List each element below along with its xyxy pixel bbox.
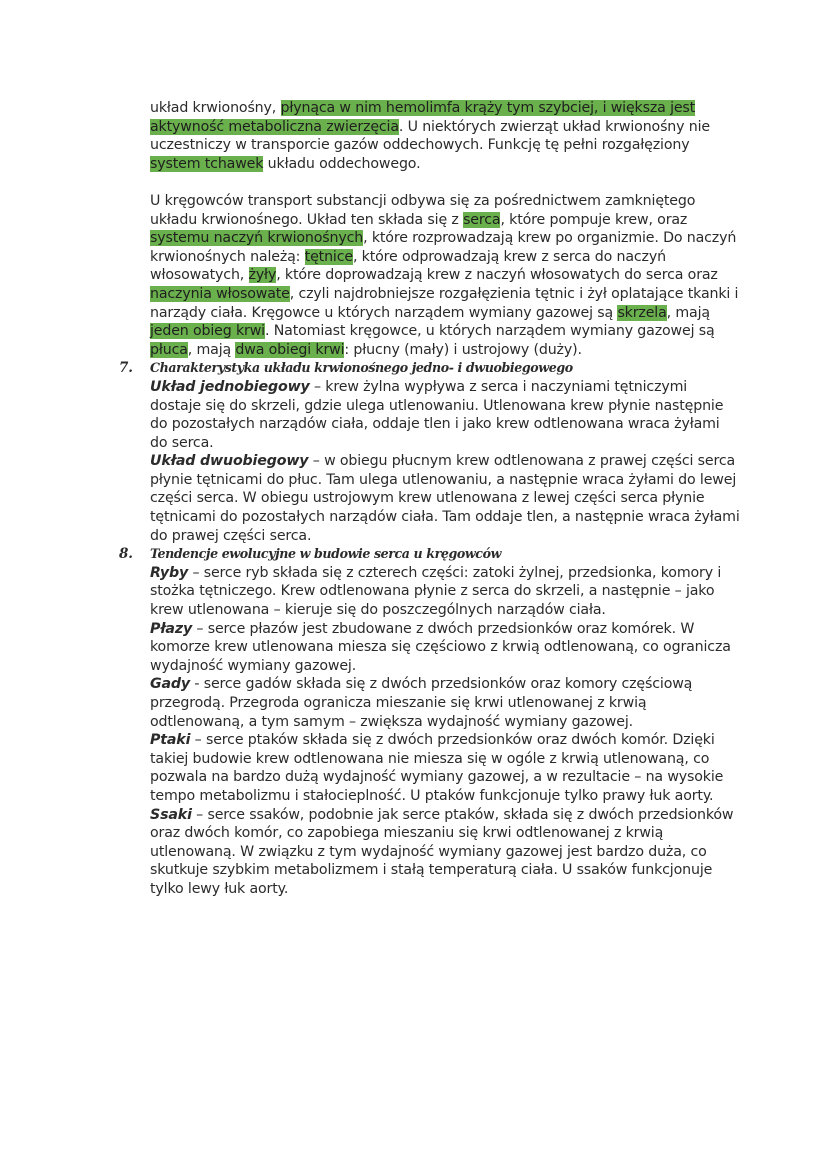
- text-run: U kręgowców transport substancji odbywa się za pośrednictwem zamkniętego układu krwionośnego. Układ ten składa się z: [150, 192, 696, 228]
- text-run: : płucny (mały) i ustrojowy (duży).: [344, 341, 582, 358]
- definition: – serce ptaków składa się z dwóch przedsionków oraz dwóch komór. Dzięki takiej budowie krew odtlenowana nie miesza się w ogóle z krwią utlenowaną, co pozwala na bardzo dużą wydajność wymiany gazowej, a w rezultacie – na wysokie tempo metabolizmu i stałocieplność. U ptaków funkcjonuje tylko prawy łuk aorty.: [150, 732, 724, 804]
- highlight: serca: [463, 211, 501, 228]
- term: Układ dwuobiegowy: [150, 453, 309, 470]
- highlight: żyły: [248, 267, 277, 284]
- heart-fish: [150, 564, 740, 620]
- section-7-heading: [119, 359, 740, 378]
- text-run: , które odprowadzają krew z serca do naczyń włosowatych,: [150, 248, 666, 284]
- section-8-heading: [119, 545, 740, 564]
- highlight: tętnice: [304, 248, 353, 265]
- highlight: systemu naczyń krwionośnych: [150, 230, 364, 247]
- section-number: 7.: [119, 360, 133, 377]
- heart-reptiles: [150, 675, 740, 731]
- definition: – krew żylna wypływa z serca i naczyniami tętniczymi dostaje się do skrzeli, gdzie ulega utlenowaniu. Utlenowana krew płynie następnie do pozostałych narządów ciała, oddaje tlen i jako krew odtlenowana wraca żyłami do serca.: [150, 378, 724, 451]
- term: Ssaki: [150, 806, 192, 823]
- highlight: dwa obiegi krwi: [235, 341, 345, 358]
- definition: - serce gadów składa się z dwóch przedsionków oraz komory częściową przegrodą. Przegroda ogranicza mieszanie się krwi utlenowanej z krwią odtlenowaną, a tym samym – zwiększa wydajność wymiany gazowej.: [150, 676, 693, 730]
- heart-mammals: [150, 806, 740, 899]
- paragraph-gap: [150, 173, 740, 192]
- text-run: układu oddechowego.: [263, 155, 421, 172]
- text-run: , czyli najdrobniejsze rozgałęzienia tętnic i żył oplatające tkanki i narządy ciała. Kręgowce u których narządem wymiany gazowej są: [150, 285, 739, 321]
- heart-birds: [150, 731, 740, 805]
- text-run: , mają: [666, 304, 710, 321]
- highlight: system tchawek: [150, 155, 264, 172]
- highlight: jeden obieg krwi: [150, 323, 265, 340]
- term: Gady: [150, 676, 191, 693]
- text-run: , mają: [187, 341, 236, 358]
- circulation-double: [150, 452, 740, 545]
- circulation-single: [150, 378, 740, 452]
- section-number: 8.: [119, 546, 133, 563]
- text-run: . Natomiast kręgowce, u których narządem wymiany gazowej są: [264, 323, 715, 340]
- text-run: , które pompuje krew, oraz: [500, 211, 688, 228]
- highlight: naczynia włosowate: [150, 285, 290, 302]
- highlight: płuca: [150, 341, 188, 358]
- document-body: [119, 99, 740, 899]
- term: Płazy: [150, 620, 193, 637]
- definition: – serce ssaków, podobnie jak serce ptaków, składa się z dwóch przedsionków oraz dwóch komór, co zapobiega mieszaniu się krwi odtlenowanej z krwią utlenowaną. W związku z tym wydajność wymiany gazowej jest bardzo duża, co skutkuje szybkim metabolizmem i stałą temperaturą ciała. U ssaków funkcjonuje tylko lewy łuk aorty.: [150, 806, 734, 897]
- text-run: . U niektórych zwierząt układ krwionośny nie uczestniczy w transporcie gazów oddechowych. Funkcję tę pełni rozgałęziony: [150, 118, 710, 154]
- term: Ptaki: [150, 732, 191, 749]
- paragraph-hemolymph: [150, 99, 740, 173]
- term: Układ jednobiegowy: [150, 378, 310, 395]
- paragraph-vertebrate-transport: [150, 192, 740, 359]
- text-run: , które doprowadzają krew z naczyń włosowatych do serca oraz: [276, 267, 718, 284]
- term: Ryby: [150, 564, 189, 581]
- text-run: układ krwionośny,: [150, 100, 281, 116]
- definition: – serce ryb składa się z czterech części: zatoki żylnej, przedsionka, komory i stożka tętniczego. Krew odtlenowana płynie z serca do skrzeli, a następnie – jako krew utlenowana – kieruje się do poszczególnych narządów ciała.: [150, 564, 722, 619]
- section-title: Charakterystyka układu krwionośnego jedno- i dwuobiegowego: [150, 360, 573, 376]
- section-title: Tendencje ewolucyjne w budowie serca u kręgowców: [150, 546, 502, 562]
- definition: – serce płazów jest zbudowane z dwóch przedsionków oraz komórek. W komorze krew utlenowana miesza się częściowo z krwią odtlenowaną, co ogranicza wydajność wymiany gazowej.: [150, 620, 731, 674]
- highlight: płynąca w nim hemolimfa krąży tym szybciej, i większa jest aktywność metaboliczna zwierzęcia: [150, 100, 696, 135]
- highlight: skrzela: [617, 304, 667, 321]
- definition: – w obiegu płucnym krew odtlenowana z prawej części serca płynie tętnicami do płuc. Tam ulega utlenowaniu, a następnie wraca żyłami do lewej części serca. W obiegu ustrojowym krew utlenowana z lewej części serca płynie tętnicami do pozostałych narządów ciała. Tam oddaje tlen, a następnie wraca żyłami do prawej części serca.: [150, 453, 740, 544]
- heart-amphibians: [150, 620, 740, 676]
- text-run: , które rozprowadzają krew po organizmie. Do naczyń krwionośnych należą:: [150, 230, 737, 265]
